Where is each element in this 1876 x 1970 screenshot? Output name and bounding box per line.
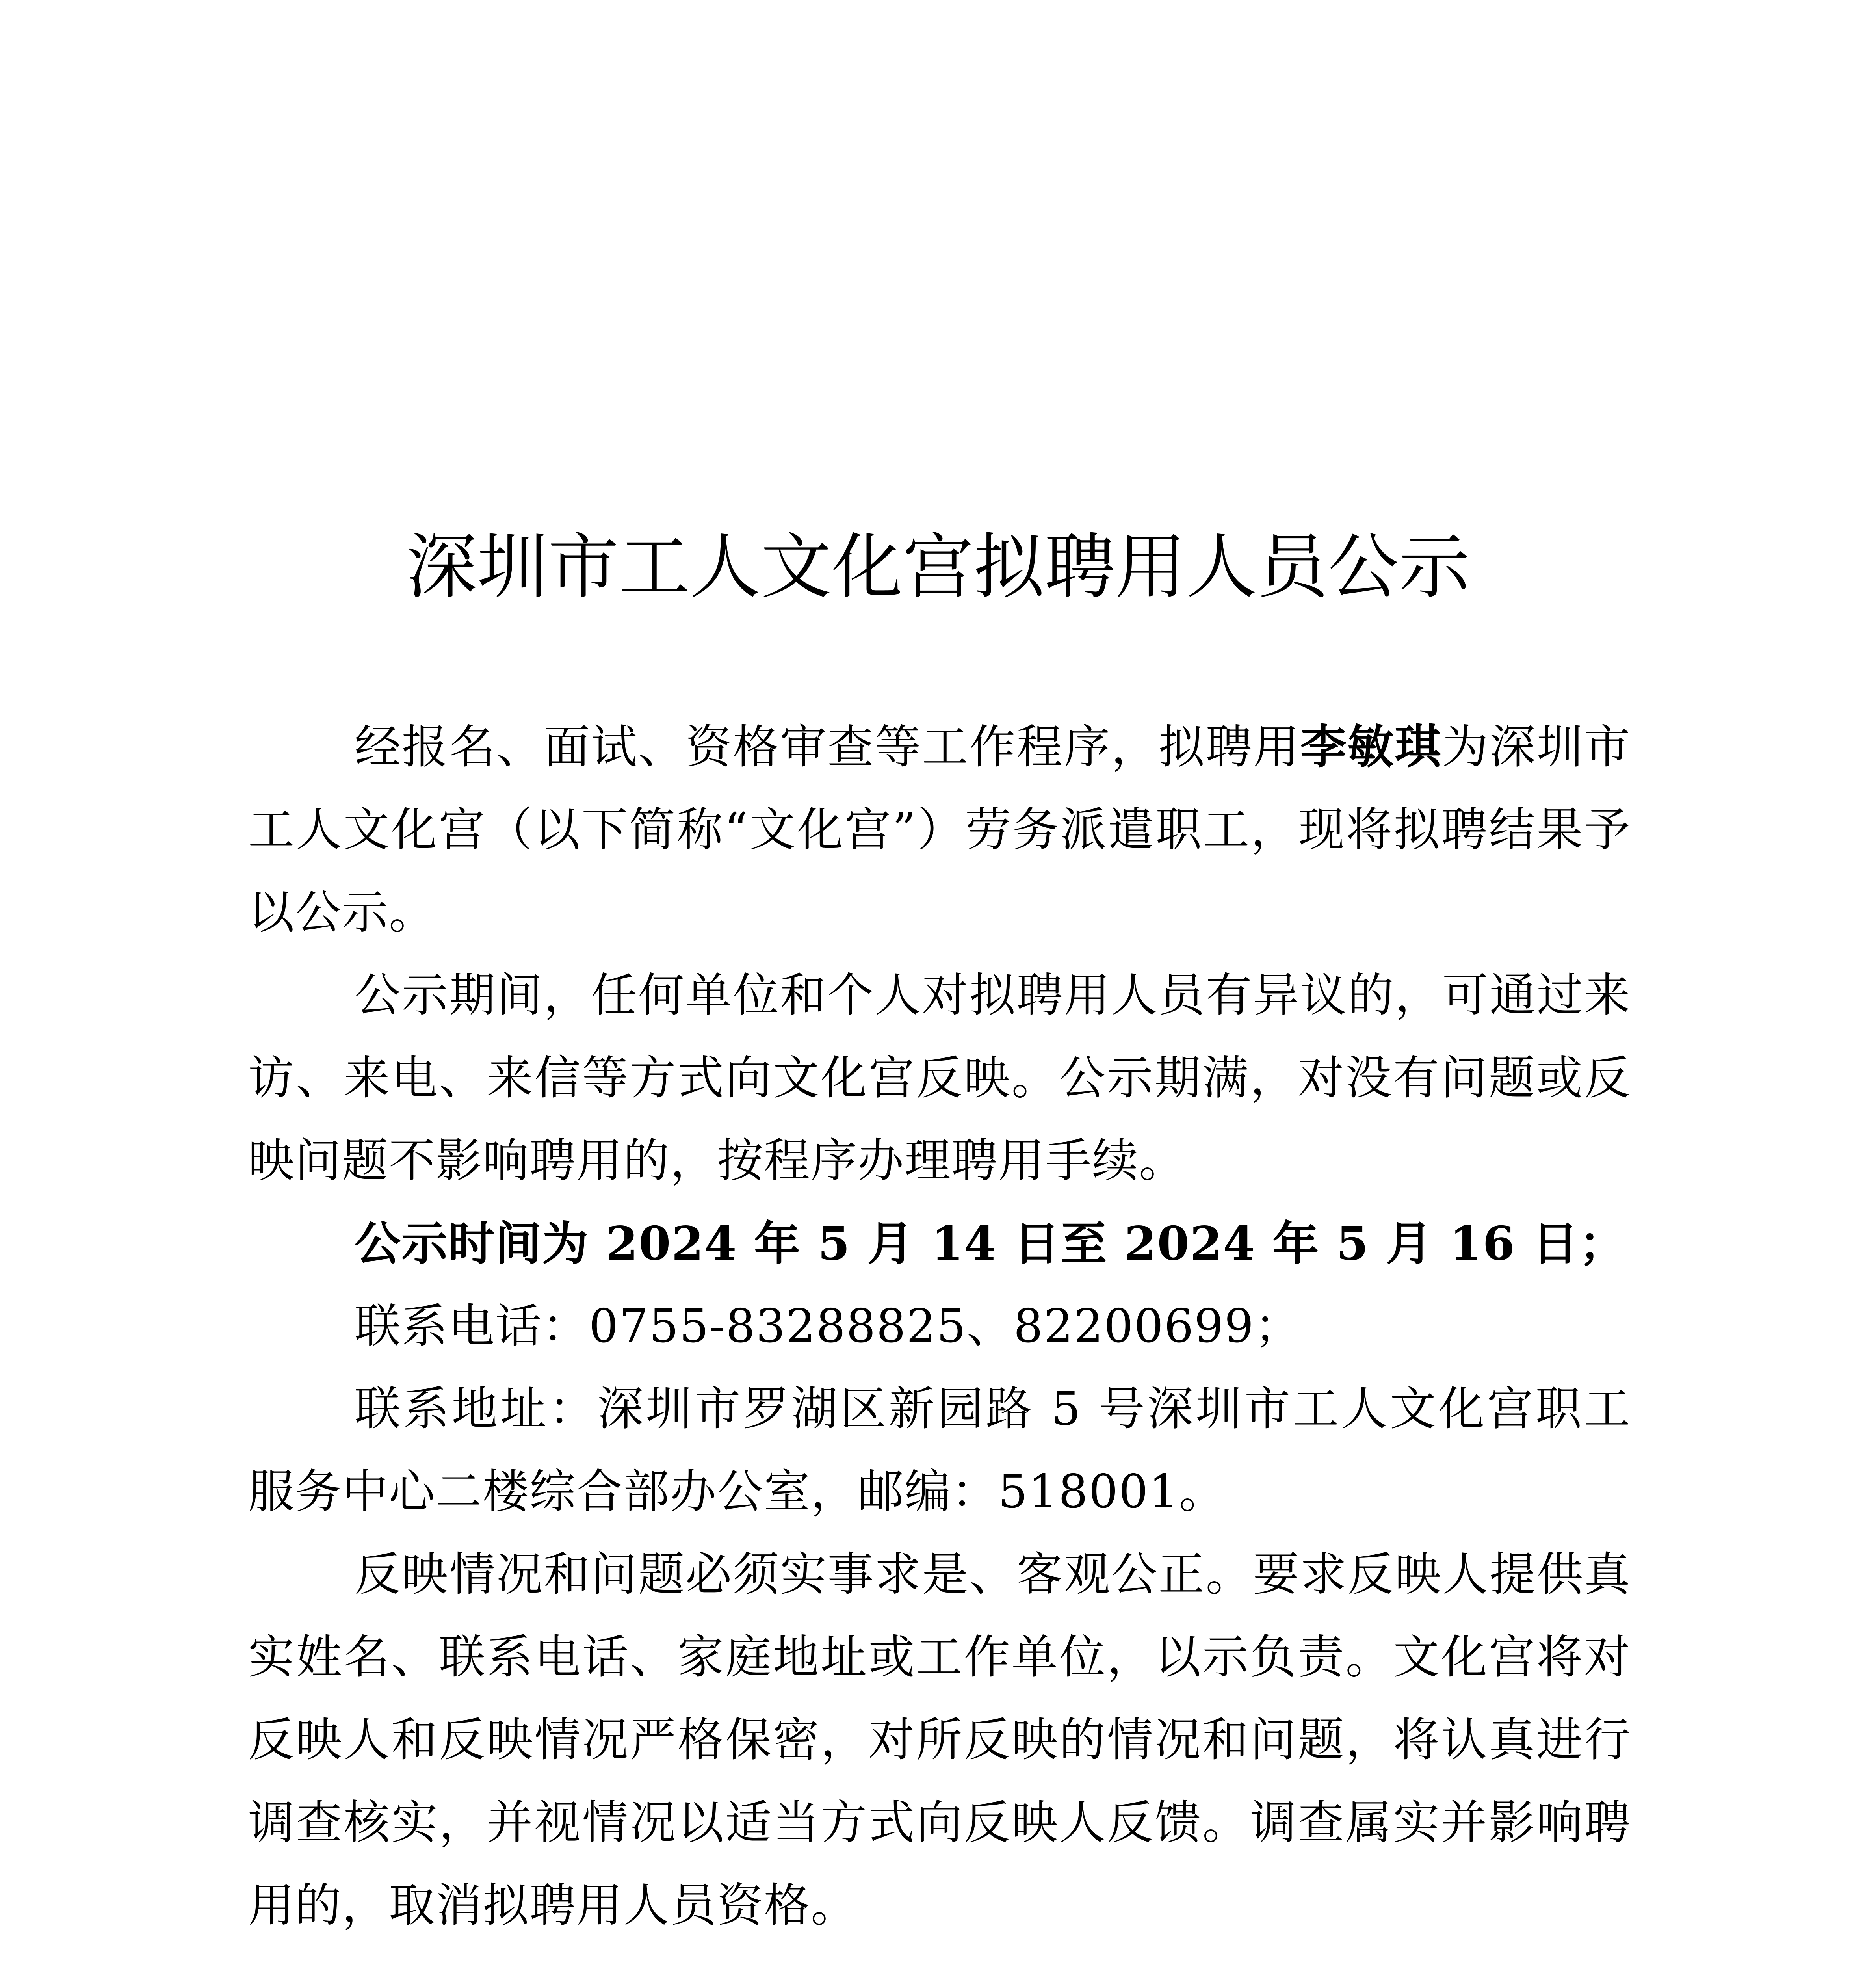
paragraph-requirements: 反映情况和问题必须实事求是、客观公正。要求反映人提供真实姓名、联系电话、家庭地址或工作单位，以示负责。文化宫将对反映人和反映情况严格保密，对所反映的情况和问题，将认真进行调查核实，并视情况以适当方式向反映人反馈。调查属实并影响聘用的，取消拟聘用人员资格。 — [248, 1547, 1631, 1932]
paragraph-employment-intro: 经报名、面试、资格审查等工作程序，拟聘用 — [355, 720, 1300, 774]
paragraph-employment-rest: 为深圳市工人文化宫（以下简称“文化宫”）劳务派遣职工，现将拟聘结果予以公示。 — [248, 720, 1631, 939]
paragraph-employment — [248, 705, 1631, 954]
candidate-name: 李敏琪 — [1300, 719, 1442, 774]
contact-address: 联系地址：深圳市罗湖区新园路 5 号深圳市工人文化宫职工服务中心二楼综合部办公室，邮编：518001。 — [248, 1382, 1631, 1518]
notice-body — [248, 705, 1631, 1947]
paragraph-objection: 公示期间，任何单位和个人对拟聘用人员有异议的，可通过来访、来电、来信等方式向文化宫反映。公示期满，对没有问题或反映问题不影响聘用的，按程序办理聘用手续。 — [248, 968, 1631, 1188]
notice-period: 公示时间为 2024 年 5 月 14 日至 2024 年 5 月 16 日； — [355, 1216, 1626, 1271]
page-title: 深圳市工人文化宫拟聘用人员公示 — [406, 526, 1470, 608]
contact-phone: 联系电话：0755-83288825、82200699； — [355, 1299, 1302, 1353]
